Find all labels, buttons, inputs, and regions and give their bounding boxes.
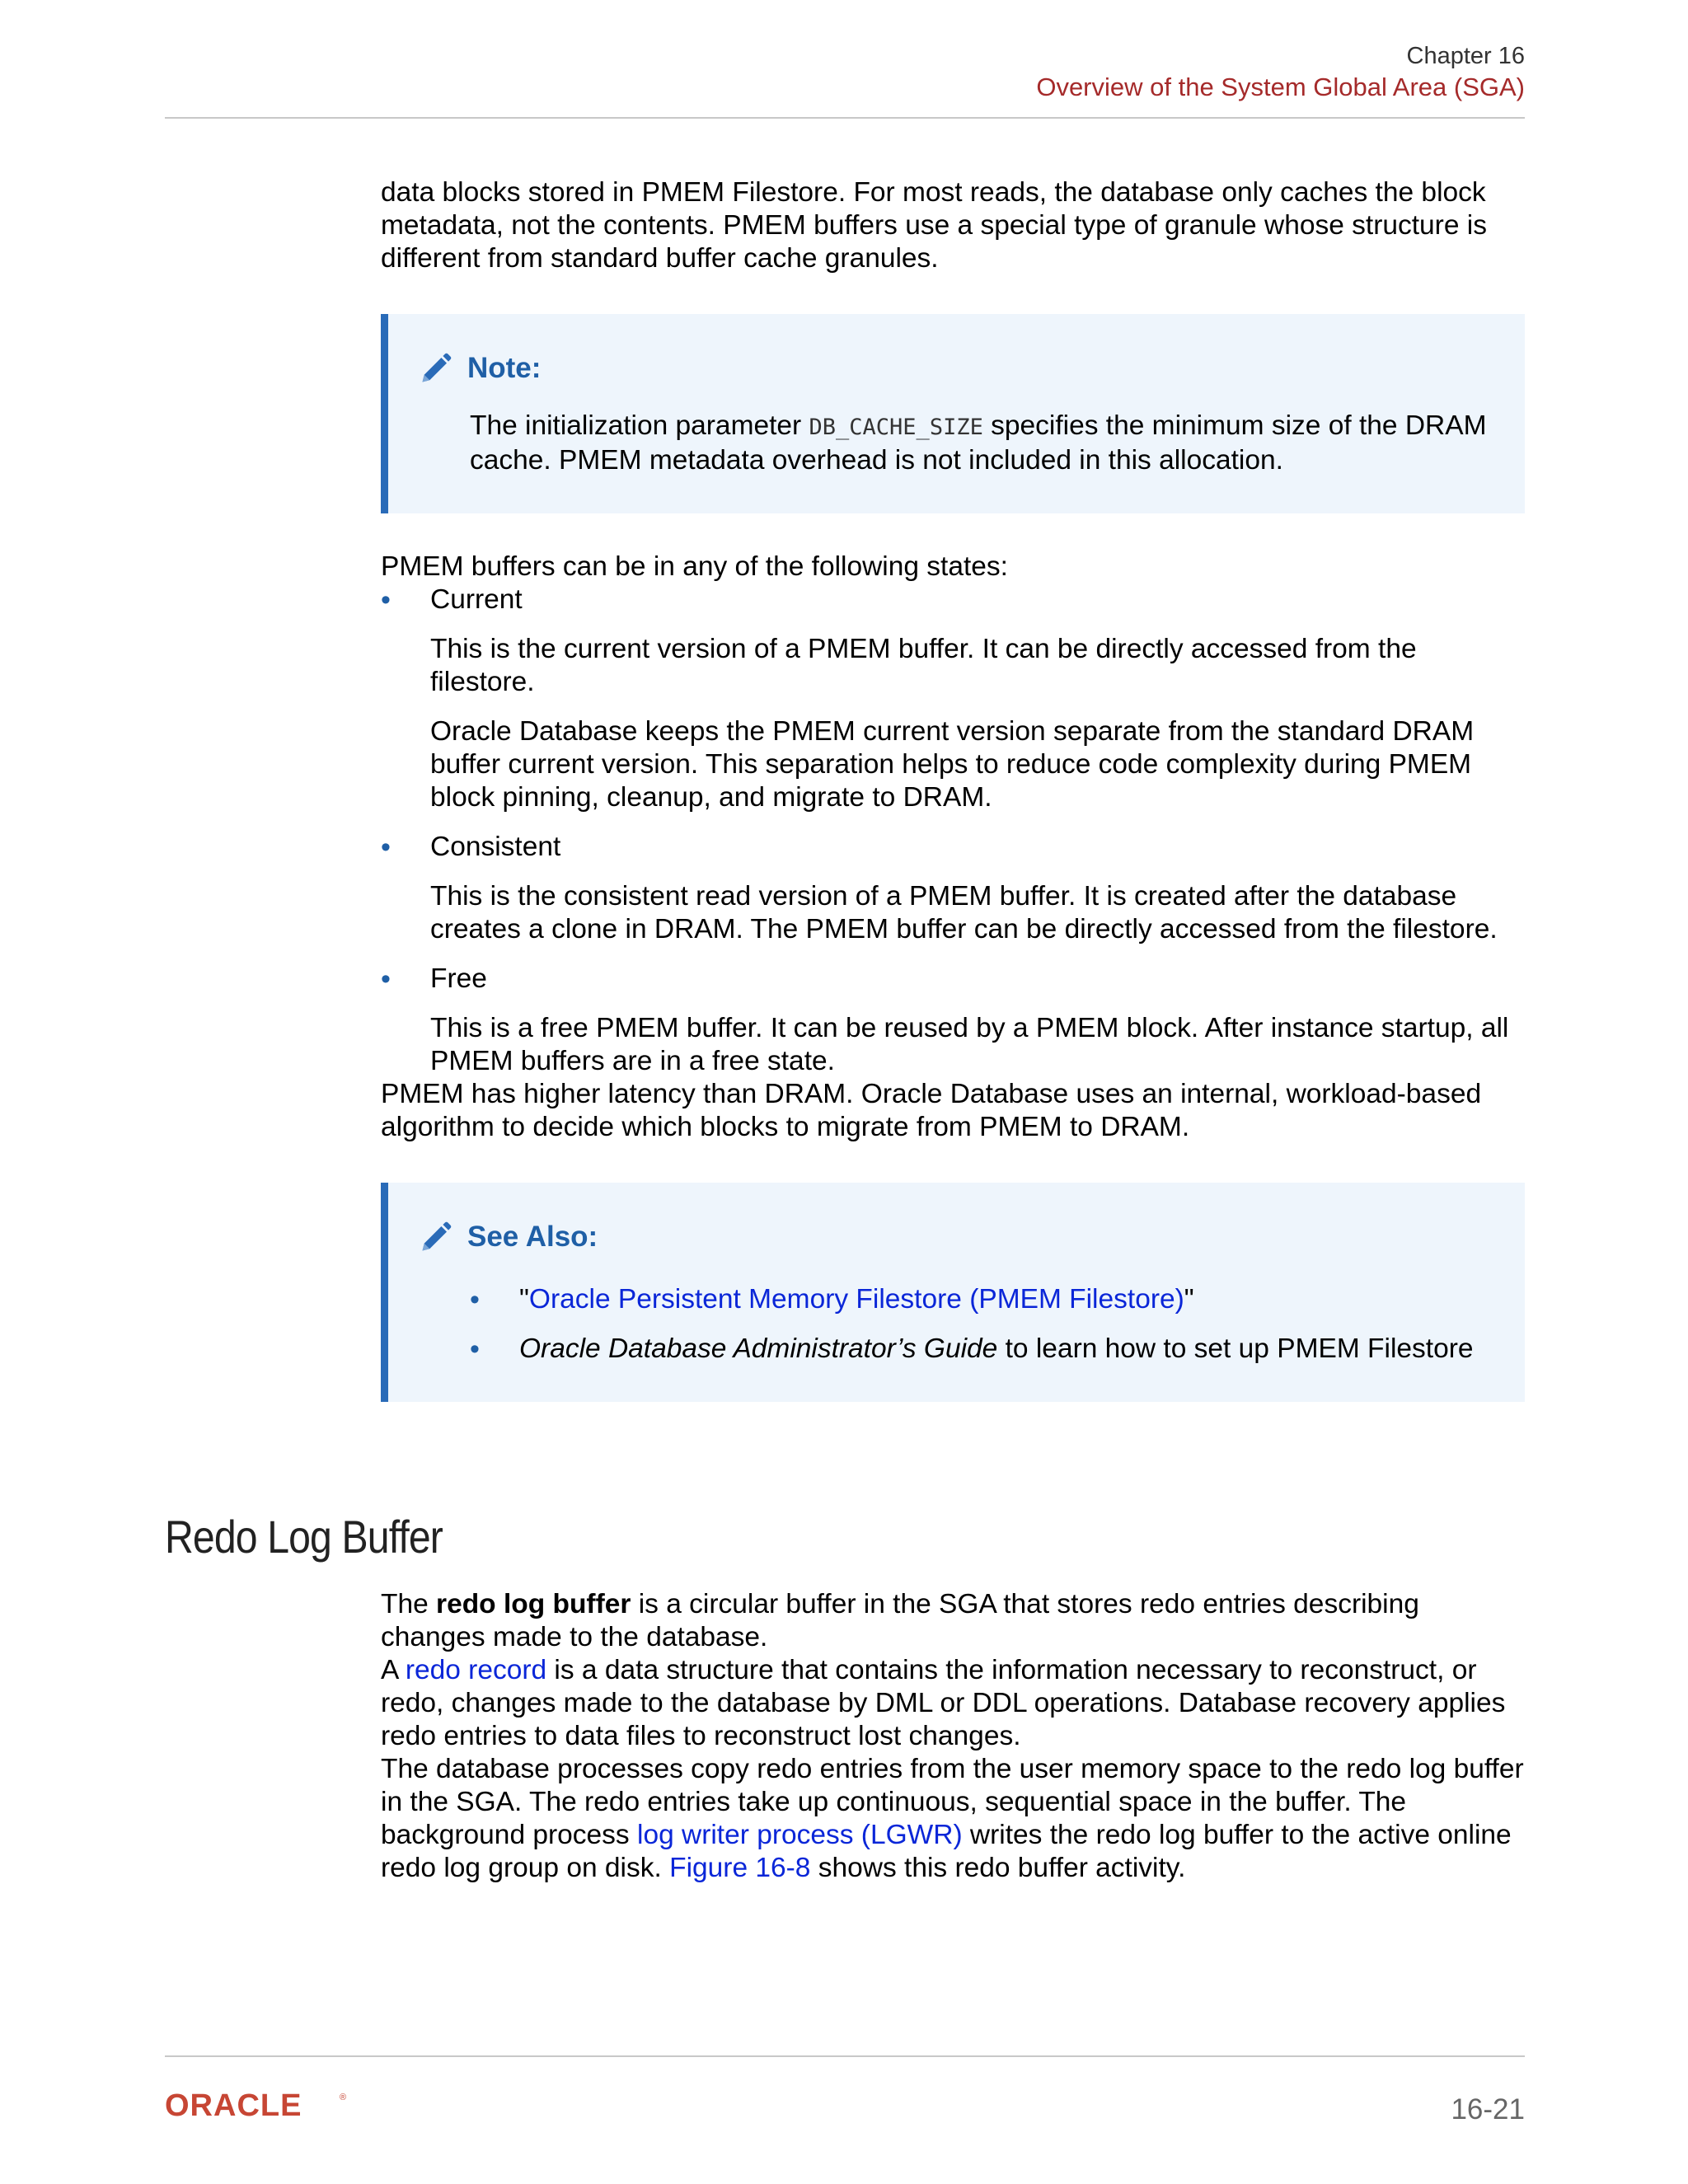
list-item <box>381 963 1525 1078</box>
term-redo-log-buffer: redo log buffer <box>436 1589 631 1619</box>
note-heading <box>418 350 1508 387</box>
svg-text:ORACLE: ORACLE <box>165 2090 302 2120</box>
redo-content <box>381 1588 1525 1885</box>
note-title: Note: <box>467 352 542 384</box>
redo-paragraph-3: The database processes copy redo entries from the user memory space to the redo log buffer in the SGA. The redo entries take up continuous, sequential space in the buffer. The background process log writer process (LGWR) writes the redo log buffer to the active online redo log group on disk. Figure 16-8 shows this redo buffer activity. <box>381 1754 1524 1883</box>
state-term: • Free <box>430 963 487 994</box>
see-also-list <box>470 1283 1508 1366</box>
state-term: • Current <box>430 584 523 615</box>
list-item <box>381 831 1525 946</box>
state-description: This is the current version of a PMEM buffer. It can be directly accessed from the filestore. <box>430 634 1417 697</box>
note-box <box>381 314 1525 513</box>
figure-16-8-link[interactable]: Figure 16-8 <box>669 1853 811 1883</box>
oracle-logo <box>165 2090 354 2124</box>
states-list <box>381 583 1525 1078</box>
pencil-icon <box>418 350 454 387</box>
redo-paragraph-2: A redo record is a data structure that contains the information necessary to reconstruct, or redo, changes made to the database by DML or DDL operations. Database recovery applies redo entries to data files to reconstruct lost changes. <box>381 1655 1506 1751</box>
state-description: This is a free PMEM buffer. It can be reused by a PMEM block. After instance startup, all PMEM buffers are in a free state. <box>430 1013 1509 1076</box>
pencil-icon <box>418 1219 454 1255</box>
list-item: • "Oracle Persistent Memory Filestore (PMEM Filestore)" <box>470 1283 1508 1316</box>
section-heading: Redo Log Buffer <box>165 1511 443 1563</box>
see-also-heading <box>418 1219 1508 1255</box>
footer-divider <box>165 2055 1525 2057</box>
section-title: Overview of the System Global Area (SGA) <box>1036 73 1525 101</box>
intro-paragraph: data blocks stored in PMEM Filestore. For most reads, the database only caches the block metadata, not the contents. PMEM buffers use a special type of granule whose structure is different from standard buffer cache granules. <box>381 177 1487 274</box>
state-term: • Consistent <box>430 832 561 862</box>
oracle-logo-icon <box>165 2090 354 2120</box>
closing-paragraph: PMEM has higher latency than DRAM. Oracle Database uses an internal, workload-based algorithm to decide which blocks to migrate from PMEM to DRAM. <box>381 1079 1482 1142</box>
state-description: Oracle Database keeps the PMEM current version separate from the standard DRAM buffer current version. This separation helps to reduce code complexity during PMEM block pinning, cleanup, and migrate to DRAM. <box>430 716 1475 813</box>
book-title: Oracle Database Administrator’s Guide <box>519 1333 998 1364</box>
states-lead: PMEM buffers can be in any of the following states: <box>381 551 1008 582</box>
list-item <box>381 583 1525 814</box>
list-item: • Oracle Database Administrator’s Guide to learn how to set up PMEM Filestore <box>470 1333 1508 1366</box>
see-also-title: See Also: <box>467 1221 598 1253</box>
state-description: This is the consistent read version of a PMEM buffer. It is created after the database creates a clone in DRAM. The PMEM buffer can be directly accessed from the filestore. <box>430 881 1498 944</box>
see-also-box <box>381 1183 1525 1402</box>
redo-paragraph-1: The redo log buffer is a circular buffer in the SGA that stores redo entries describing changes made to the database. <box>381 1589 1419 1652</box>
chapter-label: Chapter 16 <box>1406 43 1525 69</box>
svg-text:®: ® <box>340 2093 347 2102</box>
redo-record-link[interactable]: redo record <box>405 1655 547 1685</box>
header-divider <box>165 117 1525 119</box>
pmem-filestore-link[interactable]: Oracle Persistent Memory Filestore (PMEM Filestore) <box>528 1284 1184 1315</box>
code-parameter: DB_CACHE_SIZE <box>809 415 983 440</box>
running-header <box>1036 41 1525 104</box>
lgwr-link[interactable]: log writer process (LGWR) <box>637 1820 963 1850</box>
main-content <box>381 176 1525 1439</box>
note-text: The initialization parameter DB_CACHE_SIZE specifies the minimum size of the DRAM cache. PMEM metadata overhead is not included in this allocation. <box>470 410 1487 476</box>
page-number: 16-21 <box>1451 2093 1525 2125</box>
